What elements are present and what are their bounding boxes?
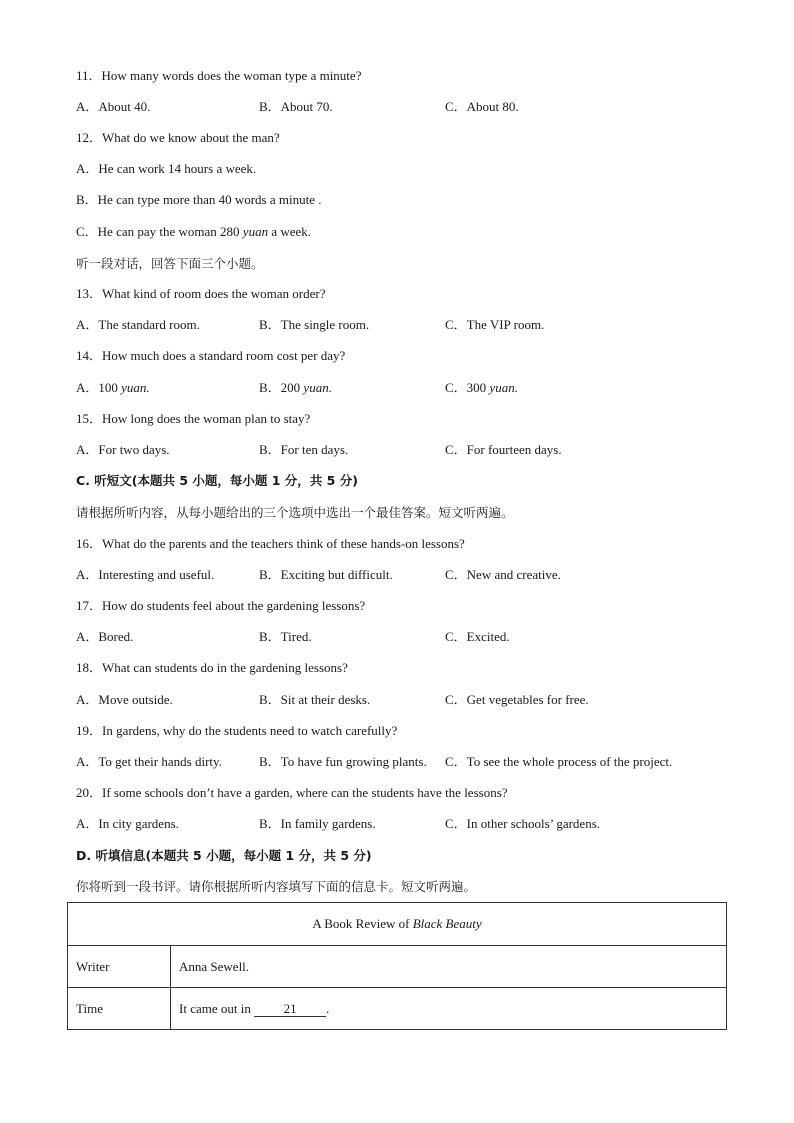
option-19b: B．To have fun growing plants.	[259, 754, 427, 769]
option-14a: A．100 yuan.	[76, 380, 150, 395]
option-19c: C．To see the whole process of the project.	[445, 754, 673, 769]
option-13a: A．The standard room.	[76, 317, 200, 332]
section-d-heading: D. 听填信息(本题共 5 小题，每小题 1 分，共 5 分)	[76, 848, 372, 863]
question-18: 18．What can students do in the gardening lessons?	[76, 660, 348, 675]
option-20c: C．In other schools’ gardens.	[445, 816, 601, 831]
option-11b: B．About 70.	[259, 99, 333, 114]
section-c-heading: C. 听短文(本题共 5 小题，每小题 1 分，共 5 分)	[76, 473, 358, 488]
section-d-instruction: 你将听到一段书评。请你根据所听内容填写下面的信息卡。短文听两遍。	[76, 879, 477, 894]
option-14c: C．300 yuan.	[445, 380, 518, 395]
option-11a: A．About 40.	[76, 99, 151, 114]
question-11: 11．How many words does the woman type a minute?	[76, 68, 362, 83]
option-20b: B．In family gardens.	[259, 816, 376, 831]
option-17a: A．Bored.	[76, 629, 134, 644]
option-12b: B．He can type more than 40 words a minute .	[76, 192, 322, 207]
writer-label: Writer	[68, 946, 171, 988]
writer-value: Anna Sewell.	[171, 946, 727, 988]
option-18c: C．Get vegetables for free.	[445, 692, 589, 707]
option-11c: C．About 80.	[445, 99, 519, 114]
option-17c: C．Excited.	[445, 629, 510, 644]
option-13b: B．The single room.	[259, 317, 370, 332]
question-15: 15．How long does the woman plan to stay?	[76, 411, 311, 426]
answer-blank-21[interactable]: 21	[254, 1002, 326, 1017]
question-13: 13．What kind of room does the woman order?	[76, 286, 326, 301]
option-13c: C．The VIP room.	[445, 317, 545, 332]
option-15b: B．For ten days.	[259, 442, 349, 457]
option-12a: A．He can work 14 hours a week.	[76, 161, 257, 176]
question-19: 19．In gardens, why do the students need to watch carefully?	[76, 723, 398, 738]
option-16a: A．Interesting and useful.	[76, 567, 215, 582]
option-17b: B．Tired.	[259, 629, 312, 644]
option-16c: C．New and creative.	[445, 567, 561, 582]
option-18b: B．Sit at their desks.	[259, 692, 371, 707]
option-18a: A．Move outside.	[76, 692, 173, 707]
question-17: 17．How do students feel about the gardening lessons?	[76, 598, 366, 613]
option-20a: A．In city gardens.	[76, 816, 179, 831]
time-value: It came out in 21 .	[171, 988, 727, 1030]
instruction-dialogue: 听一段对话，回答下面三个小题。	[76, 256, 264, 271]
question-12: 12．What do we know about the man?	[76, 130, 280, 145]
info-card-table	[67, 902, 727, 1030]
option-15a: A．For two days.	[76, 442, 170, 457]
question-20: 20．If some schools don’t have a garden, where can the students have the lessons?	[76, 785, 508, 800]
question-16: 16．What do the parents and the teachers think of these hands-on lessons?	[76, 536, 465, 551]
option-15c: C．For fourteen days.	[445, 442, 562, 457]
question-14: 14．How much does a standard room cost per day?	[76, 348, 346, 363]
section-c-instruction: 请根据所听内容，从每小题给出的三个选项中选出一个最佳答案。短文听两遍。	[76, 505, 514, 520]
table-title: A Book Review of Black Beauty	[68, 903, 727, 946]
option-19a: A．To get their hands dirty.	[76, 754, 222, 769]
option-12c: C．He can pay the woman 280 yuan a week.	[76, 224, 312, 239]
time-label: Time	[68, 988, 171, 1030]
option-14b: B．200 yuan.	[259, 380, 332, 395]
option-16b: B．Exciting but difficult.	[259, 567, 393, 582]
